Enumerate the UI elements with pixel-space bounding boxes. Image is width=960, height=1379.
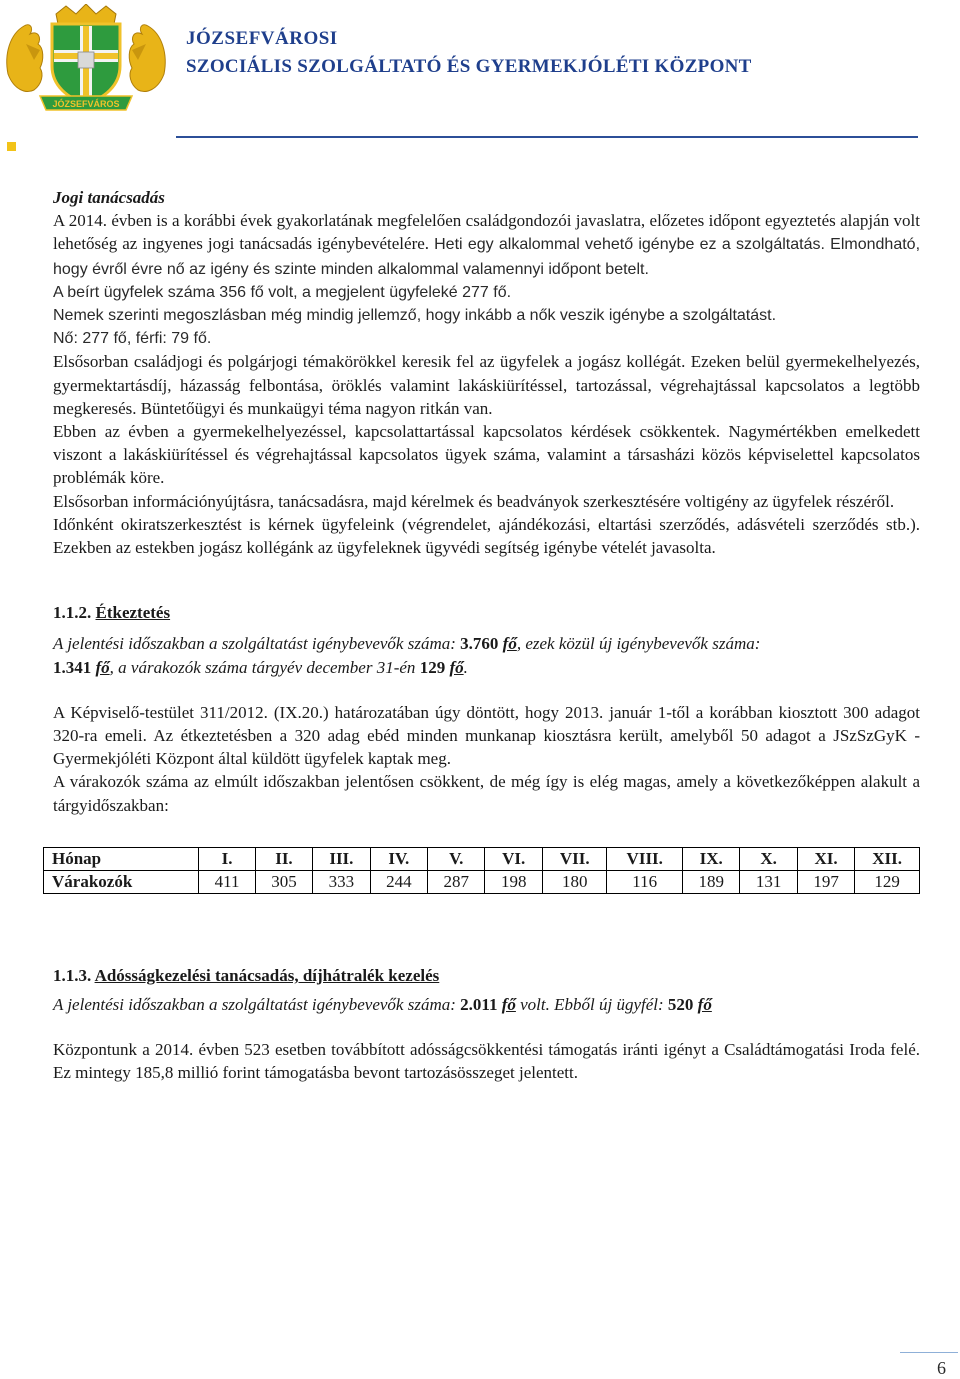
paragraph-text: A 2014. évben is a korábbi évek gyakorlatának megfelelően családgondozói javaslatra, előzetes időpont egyeztetés alapján volt lehetőség az ingyenes jogi tanácsadás igénybevételére. xyxy=(53,211,920,254)
org-name-line2: SZOCIÁLIS SZOLGÁLTATÓ ÉS GYERMEKJÓLÉTI KÖZPONT xyxy=(186,56,752,77)
table-cell: 198 xyxy=(485,870,542,893)
page-number-rule xyxy=(900,1352,958,1353)
table-cell: 180 xyxy=(542,870,607,893)
table-cell: 244 xyxy=(370,870,427,893)
table-cell: VIII. xyxy=(607,847,683,870)
paragraph: Nő: 277 fő, férfi: 79 fő. xyxy=(53,330,212,348)
table-cell: IX. xyxy=(683,847,740,870)
paragraph-text-sans: Heti egy alkalommal vehető igénybe ez a szolgáltatás. Elmondható, hogy évről évre nő az igény és szinte minden alkalommal valamennyi időpont betelt. xyxy=(53,236,921,278)
section-title-jogi: Jogi tanácsadás xyxy=(53,188,165,207)
section-heading-adossag xyxy=(53,964,920,987)
paragraph xyxy=(53,209,920,281)
table-cell: II. xyxy=(255,847,312,870)
table-row-header: Várakozók xyxy=(44,870,199,893)
paragraph: Időnként okiratszerkesztést is kérnek ügyfeleink (végrendelet, ajándékozási, eltartási szerződés, adásvételi szerződés stb.). Ezekben az estekben jogász kollégánk az ügyfeleknek ügyvédi segítség igénybe vételét javasolta. xyxy=(53,514,920,558)
table-row-months xyxy=(44,847,920,870)
table-cell: 197 xyxy=(797,870,854,893)
heading-number: 1.1.2. xyxy=(53,603,92,623)
waiting-list-table xyxy=(43,847,920,894)
table-cell: 189 xyxy=(683,870,740,893)
paragraph: A beírt ügyfelek száma 356 fő volt, a megjelent ügyfeleké 277 fő. xyxy=(53,283,512,301)
paragraph: A Képviselő-testület 311/2012. (IX.20.) határozatában úgy döntött, hogy 2013. január 1-től a korábban kiosztott 300 adagot 320-ra emeli. Az étkeztetésben a 320 adag ebéd minden munkanap kiosztásra került, amelyből 50 adagot a JSzSzGyK - Gyermekjóléti Központ által küldött ügyfelek kaptak meg. xyxy=(53,702,920,769)
table-cell: V. xyxy=(428,847,485,870)
heading-title: Adósságkezelési tanácsadás, díjhátralék kezelés xyxy=(94,965,440,985)
heading-number: 1.1.3. xyxy=(53,965,92,985)
table-row-header: Hónap xyxy=(44,847,199,870)
paragraph: Központunk a 2014. évben 523 esetben továbbított adósságcsökkentési támogatás iránti igényt a Családtámogatási Iroda felé. Ez mintegy 185,8 millió forint támogatásba bevont tartozásösszeget jelentett. xyxy=(53,1040,920,1083)
heading-title: Étkeztetés xyxy=(95,603,171,623)
table-cell: VI. xyxy=(485,847,542,870)
table-cell: I. xyxy=(199,847,255,870)
paragraph: Elsősorban információnyújtásra, tanácsadásra, majd kérelmek és beadványok szerkesztésére voltigény az ügyfelek részéről. xyxy=(53,491,895,511)
table-cell: VII. xyxy=(542,847,607,870)
table-cell: III. xyxy=(313,847,370,870)
table-cell: 411 xyxy=(199,870,255,893)
paragraph: A várakozók száma az elmúlt időszakban jelentősen csökkent, de még így is elég magas, amely a következőképpen alakult a tárgyidőszakban: xyxy=(53,772,920,815)
table-cell: 129 xyxy=(855,870,920,893)
table-cell: XI. xyxy=(797,847,854,870)
logo-banner-text: JÓZSEFVÁROS xyxy=(52,99,120,109)
table-cell: 287 xyxy=(428,870,485,893)
stat-line: A jelentési időszakban a szolgáltatást igénybevevők száma: 2.011 fő volt. Ebből új ügyfél: 520 fő xyxy=(53,995,712,1015)
table-cell: XII. xyxy=(855,847,920,870)
document-body xyxy=(53,180,920,1085)
paragraph: Ebben az évben a gyermekelhelyezéssel, kapcsolattartással kapcsolatos kérdések csökkentek. Nagymértékben emelkedett viszont a lakáskiürítéssel és végrehajtással kapcsolatos ügyek száma, valamint a társasházi közös képviselettel kapcsolatos problémák köre. xyxy=(53,422,920,488)
section-heading-etkeztetes xyxy=(53,601,920,624)
stat-line: A jelentési időszakban a szolgáltatást igénybevevők száma: 3.760 fő, ezek közül új igénybevevők száma: 1.341 fő, a várakozók száma tárgyév december 31-én 129 fő. xyxy=(53,634,761,677)
table-cell: 305 xyxy=(255,870,312,893)
org-name-line1: JÓZSEFVÁROSI xyxy=(186,28,338,49)
header-divider xyxy=(176,136,918,138)
table-cell: 116 xyxy=(607,870,683,893)
table-row-values xyxy=(44,870,920,893)
header-accent-square xyxy=(7,142,16,151)
table-cell: 131 xyxy=(740,870,797,893)
table-cell: 333 xyxy=(313,870,370,893)
paragraph: Elsősorban családjogi és polgárjogi témakörökkel keresik fel az ügyfelek a jogász kollégát. Ezeken belül gyermekelhelyezés, gyermektartásdíj, házasság felbontása, öröklés valamint lakáskiürítéssel, tartozással, végrehajtással kapcsolatos a legtöbb megkeresés. Büntetőügyi és munkaügyi téma nagyon ritkán van. xyxy=(53,352,920,418)
page-number: 6 xyxy=(937,1358,946,1378)
table-cell: IV. xyxy=(370,847,427,870)
paragraph: Nemek szerinti megoszlásban még mindig jellemző, hogy inkább a nők veszik igénybe a szolgáltatást. xyxy=(53,307,777,325)
table-cell: X. xyxy=(740,847,797,870)
coat-of-arms-logo xyxy=(4,4,168,116)
page-header xyxy=(0,0,960,150)
